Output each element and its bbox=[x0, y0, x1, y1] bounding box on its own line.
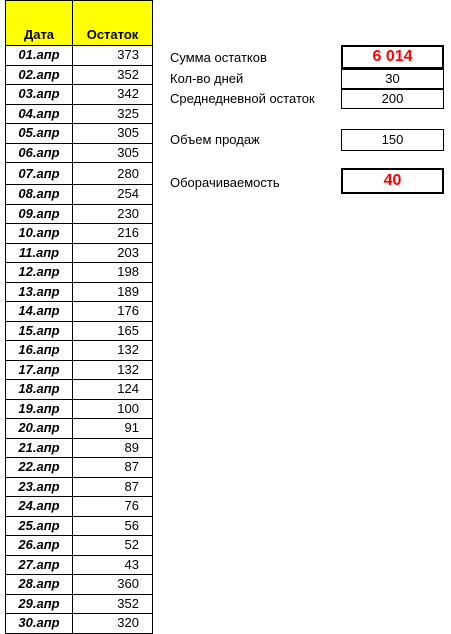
table-row bbox=[6, 516, 153, 536]
days-value-cell[interactable]: 30 bbox=[341, 69, 444, 89]
date-cell[interactable]: 07.апр bbox=[6, 163, 73, 185]
table-row bbox=[6, 360, 153, 380]
table-row bbox=[6, 263, 153, 283]
balance-column-header[interactable]: Остаток bbox=[73, 1, 153, 46]
balance-cell[interactable]: 203 bbox=[73, 243, 153, 263]
date-cell[interactable]: 11.апр bbox=[6, 243, 73, 263]
table-row bbox=[6, 555, 153, 575]
table-row bbox=[6, 143, 153, 163]
date-cell[interactable]: 08.апр bbox=[6, 185, 73, 205]
table-row bbox=[6, 224, 153, 244]
table-row bbox=[6, 65, 153, 85]
table-row bbox=[6, 380, 153, 400]
date-cell[interactable]: 09.апр bbox=[6, 204, 73, 224]
table-row bbox=[6, 243, 153, 263]
balance-cell[interactable]: 189 bbox=[73, 282, 153, 302]
balance-cell[interactable]: 352 bbox=[73, 65, 153, 85]
sum-value-cell[interactable]: 6 014 bbox=[341, 45, 444, 69]
balance-cell[interactable]: 373 bbox=[73, 46, 153, 66]
date-cell[interactable]: 18.апр bbox=[6, 380, 73, 400]
table-row bbox=[6, 614, 153, 634]
date-cell[interactable]: 26.апр bbox=[6, 536, 73, 556]
sales-label: Объем продаж bbox=[170, 132, 260, 147]
balance-cell[interactable]: 132 bbox=[73, 341, 153, 361]
date-cell[interactable]: 14.апр bbox=[6, 302, 73, 322]
balance-cell[interactable]: 132 bbox=[73, 360, 153, 380]
table-row bbox=[6, 321, 153, 341]
balance-cell[interactable]: 280 bbox=[73, 163, 153, 185]
balance-cell[interactable]: 360 bbox=[73, 575, 153, 595]
date-cell[interactable]: 04.апр bbox=[6, 104, 73, 124]
balance-cell[interactable]: 89 bbox=[73, 438, 153, 458]
balance-cell[interactable]: 325 bbox=[73, 104, 153, 124]
balance-cell[interactable]: 230 bbox=[73, 204, 153, 224]
table-body bbox=[6, 46, 153, 634]
table-row bbox=[6, 458, 153, 478]
turnover-value-cell[interactable]: 40 bbox=[341, 168, 444, 194]
date-column-header[interactable]: Дата bbox=[6, 1, 73, 46]
table-row bbox=[6, 302, 153, 322]
balance-cell[interactable]: 305 bbox=[73, 143, 153, 163]
table-row bbox=[6, 438, 153, 458]
date-cell[interactable]: 12.апр bbox=[6, 263, 73, 283]
table-row bbox=[6, 399, 153, 419]
table-row bbox=[6, 594, 153, 614]
table-row bbox=[6, 282, 153, 302]
table-row bbox=[6, 204, 153, 224]
balance-cell[interactable]: 305 bbox=[73, 124, 153, 144]
balance-cell[interactable]: 198 bbox=[73, 263, 153, 283]
balance-cell[interactable]: 43 bbox=[73, 555, 153, 575]
table-row bbox=[6, 497, 153, 517]
balance-cell[interactable]: 342 bbox=[73, 85, 153, 105]
table-row bbox=[6, 104, 153, 124]
date-cell[interactable]: 29.апр bbox=[6, 594, 73, 614]
date-cell[interactable]: 27.апр bbox=[6, 555, 73, 575]
header-row bbox=[6, 1, 153, 46]
balance-cell[interactable]: 100 bbox=[73, 399, 153, 419]
balance-cell[interactable]: 176 bbox=[73, 302, 153, 322]
table-row bbox=[6, 419, 153, 439]
balance-cell[interactable]: 165 bbox=[73, 321, 153, 341]
date-cell[interactable]: 13.апр bbox=[6, 282, 73, 302]
balance-cell[interactable]: 320 bbox=[73, 614, 153, 634]
balance-cell[interactable]: 87 bbox=[73, 477, 153, 497]
date-cell[interactable]: 17.апр bbox=[6, 360, 73, 380]
date-cell[interactable]: 20.апр bbox=[6, 419, 73, 439]
table-row bbox=[6, 124, 153, 144]
balance-cell[interactable]: 124 bbox=[73, 380, 153, 400]
balance-cell[interactable]: 56 bbox=[73, 516, 153, 536]
sales-value-cell[interactable]: 150 bbox=[341, 129, 444, 151]
avg-value-cell[interactable]: 200 bbox=[341, 89, 444, 109]
date-cell[interactable]: 16.апр bbox=[6, 341, 73, 361]
date-cell[interactable]: 06.апр bbox=[6, 143, 73, 163]
balance-cell[interactable]: 254 bbox=[73, 185, 153, 205]
date-cell[interactable]: 28.апр bbox=[6, 575, 73, 595]
date-cell[interactable]: 30.апр bbox=[6, 614, 73, 634]
date-cell[interactable]: 15.апр bbox=[6, 321, 73, 341]
date-cell[interactable]: 19.апр bbox=[6, 399, 73, 419]
table-row bbox=[6, 46, 153, 66]
balance-cell[interactable]: 91 bbox=[73, 419, 153, 439]
avg-label: Среднедневной остаток bbox=[170, 91, 315, 106]
turnover-label: Оборачиваемость bbox=[170, 175, 280, 190]
date-cell[interactable]: 24.апр bbox=[6, 497, 73, 517]
date-cell[interactable]: 10.апр bbox=[6, 224, 73, 244]
balance-cell[interactable]: 216 bbox=[73, 224, 153, 244]
table-row bbox=[6, 341, 153, 361]
days-label: Кол-во дней bbox=[170, 71, 244, 86]
table-row bbox=[6, 477, 153, 497]
table-row bbox=[6, 163, 153, 185]
table-row bbox=[6, 575, 153, 595]
balance-cell[interactable]: 76 bbox=[73, 497, 153, 517]
date-cell[interactable]: 01.апр bbox=[6, 46, 73, 66]
date-cell[interactable]: 23.апр bbox=[6, 477, 73, 497]
date-cell[interactable]: 21.апр bbox=[6, 438, 73, 458]
stock-table bbox=[5, 0, 153, 634]
table-row bbox=[6, 85, 153, 105]
table-row bbox=[6, 185, 153, 205]
date-cell[interactable]: 22.апр bbox=[6, 458, 73, 478]
sum-label: Сумма остатков bbox=[170, 50, 267, 65]
date-cell[interactable]: 05.апр bbox=[6, 124, 73, 144]
date-cell[interactable]: 02.апр bbox=[6, 65, 73, 85]
date-cell[interactable]: 25.апр bbox=[6, 516, 73, 536]
balance-cell[interactable]: 52 bbox=[73, 536, 153, 556]
table-row bbox=[6, 536, 153, 556]
date-cell[interactable]: 03.апр bbox=[6, 85, 73, 105]
balance-cell[interactable]: 352 bbox=[73, 594, 153, 614]
balance-cell[interactable]: 87 bbox=[73, 458, 153, 478]
